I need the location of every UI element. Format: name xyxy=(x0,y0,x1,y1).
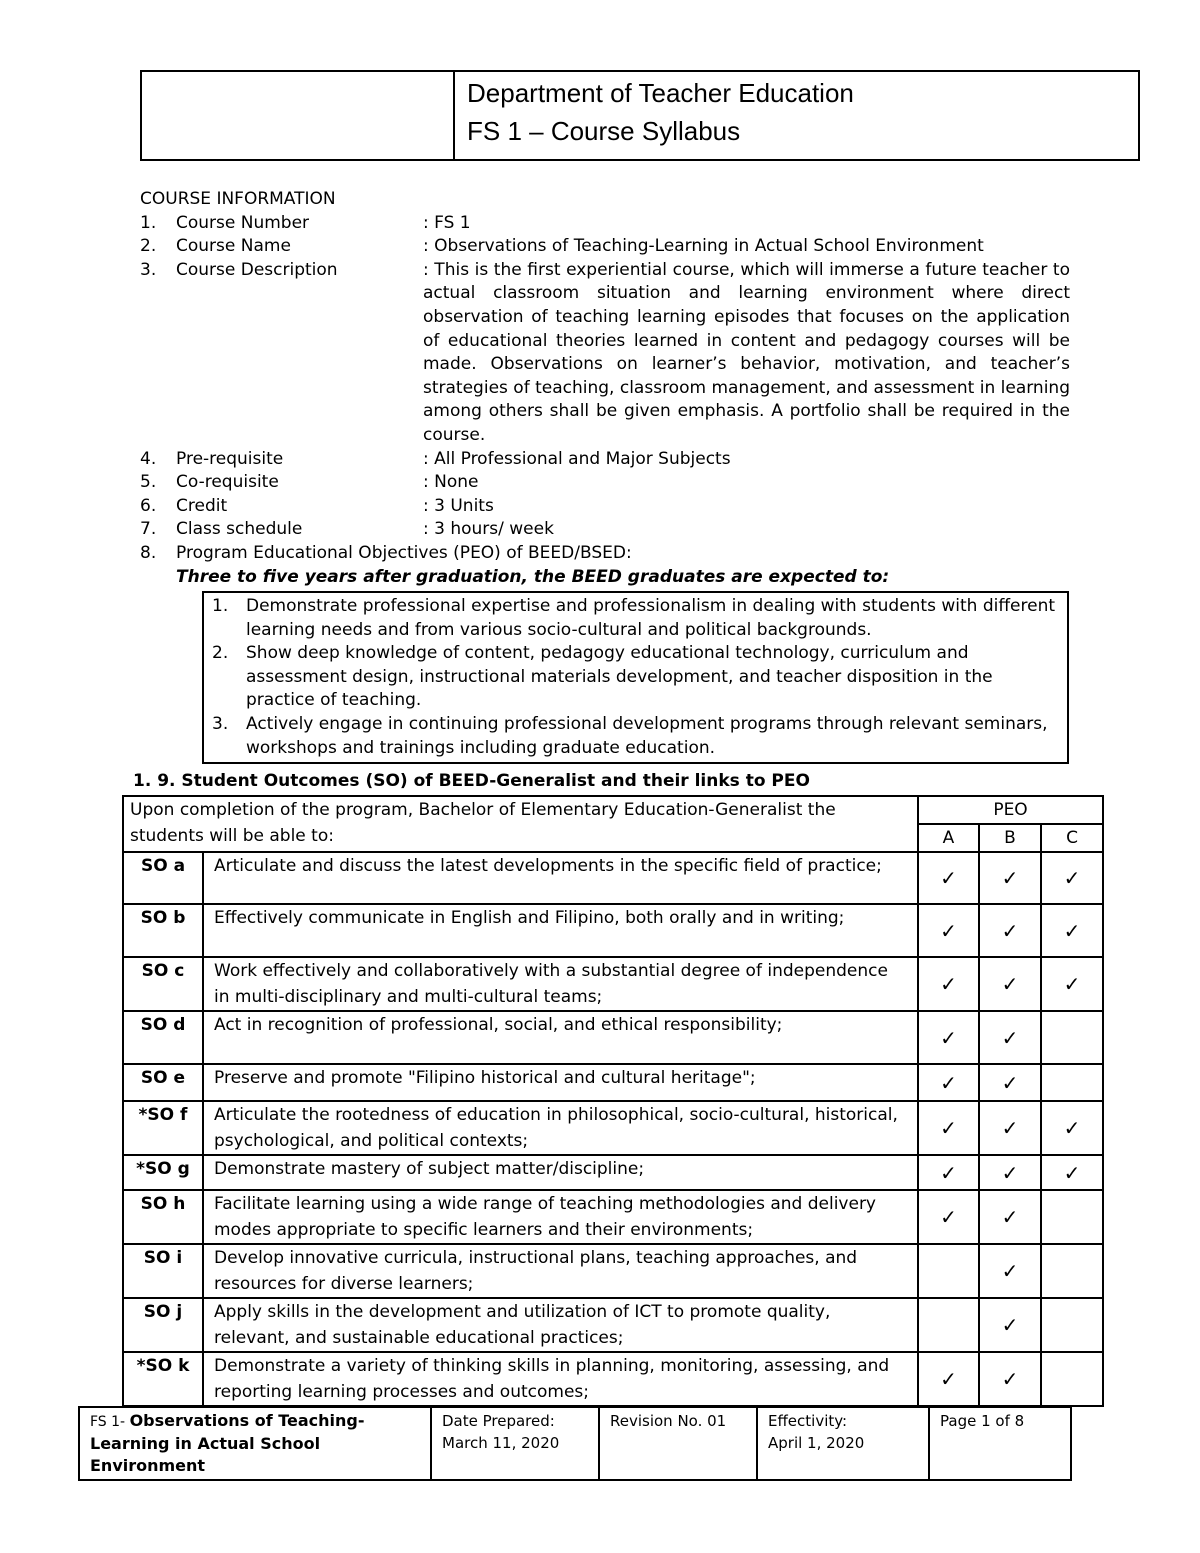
peo-b-check: ✓ xyxy=(979,1352,1041,1406)
info-row xyxy=(140,448,1070,472)
peo-c-check: ✓ xyxy=(1041,904,1103,957)
so-description: Work effectively and collaboratively with a substantial degree of independence in multi-disciplinary and multi-cultural teams; xyxy=(203,957,918,1011)
so-code: SO a xyxy=(123,852,203,904)
info-label: Pre-requisite xyxy=(176,448,284,469)
table-row xyxy=(123,1244,1103,1298)
so-description: Apply skills in the development and utilization of ICT to promote quality, relevant, and sustainable educational practices; xyxy=(203,1298,918,1352)
peo-header: PEO xyxy=(918,796,1103,824)
peo-a-check xyxy=(918,1298,979,1352)
so-table-header-row xyxy=(123,796,1103,824)
footer-course xyxy=(79,1407,431,1480)
table-row xyxy=(123,1352,1103,1406)
peo-item xyxy=(212,595,1059,642)
so-section-title: 1. 9. Student Outcomes (SO) of BEED-Generalist and their links to PEO xyxy=(133,771,810,791)
so-code: SO e xyxy=(123,1064,203,1101)
table-row xyxy=(123,904,1103,957)
footer-date xyxy=(431,1407,599,1480)
so-code: SO d xyxy=(123,1011,203,1064)
peo-a-check: ✓ xyxy=(918,1155,979,1190)
department-name: Department of Teacher Education xyxy=(467,78,854,108)
peo-c-check: ✓ xyxy=(1041,852,1103,904)
peo-b-check: ✓ xyxy=(979,1011,1041,1064)
peo-a-check: ✓ xyxy=(918,904,979,957)
info-row xyxy=(140,495,1070,519)
table-row xyxy=(123,1190,1103,1244)
info-list xyxy=(140,212,1070,542)
peo-c-check: ✓ xyxy=(1041,1101,1103,1155)
so-code: *SO k xyxy=(123,1352,203,1406)
peo-num: 1. xyxy=(212,596,229,617)
peo-c-check: ✓ xyxy=(1041,957,1103,1011)
info-label: Course Number xyxy=(176,212,310,233)
peo-a-check xyxy=(918,1244,979,1298)
peo-b-check: ✓ xyxy=(979,904,1041,957)
info-value: : Observations of Teaching-Learning in Actual School Environment xyxy=(423,236,984,257)
section-title: COURSE INFORMATION xyxy=(140,189,336,209)
header-title-cell xyxy=(455,72,854,159)
info-num: 7. xyxy=(140,519,157,540)
peo-a-check: ✓ xyxy=(918,1352,979,1406)
so-description: Articulate the rootedness of education in philosophical, socio-cultural, historical, psychological, and political contexts; xyxy=(203,1101,918,1155)
table-row xyxy=(123,1101,1103,1155)
so-code: SO i xyxy=(123,1244,203,1298)
info-num: 6. xyxy=(140,495,157,516)
so-description: Demonstrate mastery of subject matter/discipline; xyxy=(203,1155,918,1190)
info-row-peo xyxy=(140,542,1070,566)
info-num: 4. xyxy=(140,448,157,469)
peo-a-check: ✓ xyxy=(918,1011,979,1064)
info-row xyxy=(140,212,1070,236)
so-description: Effectively communicate in English and Filipino, both orally and in writing; xyxy=(203,904,918,957)
so-code: *SO g xyxy=(123,1155,203,1190)
peo-col-a: A xyxy=(918,824,979,852)
peo-a-check: ✓ xyxy=(918,1190,979,1244)
so-table xyxy=(122,795,1104,1407)
info-value: : 3 hours/ week xyxy=(423,519,554,540)
logo-cell xyxy=(142,72,455,159)
table-row xyxy=(123,1064,1103,1101)
footer-course-prefix: FS 1- xyxy=(90,1414,130,1430)
info-row xyxy=(140,259,1070,448)
peo-item xyxy=(212,713,1059,760)
peo-intro: Three to five years after graduation, the BEED graduates are expected to: xyxy=(176,566,890,587)
so-code: *SO f xyxy=(123,1101,203,1155)
info-label: Credit xyxy=(176,495,228,516)
peo-a-check: ✓ xyxy=(918,1064,979,1101)
peo-a-check: ✓ xyxy=(918,852,979,904)
peo-c-check xyxy=(1041,1064,1103,1101)
info-num: 3. xyxy=(140,259,157,280)
info-label: Class schedule xyxy=(176,519,303,540)
peo-list-box xyxy=(202,591,1069,764)
peo-c-check xyxy=(1041,1190,1103,1244)
peo-b-check: ✓ xyxy=(979,1064,1041,1101)
peo-b-check: ✓ xyxy=(979,1298,1041,1352)
peo-text: Show deep knowledge of content, pedagogy educational technology, curriculum and assessment design, instructional materials development, and teacher disposition in the practice of teaching. xyxy=(246,643,993,711)
peo-c-check xyxy=(1041,1352,1103,1406)
info-value: : This is the first experiential course, which will immerse a future teacher to actual classroom situation and learning environment where direct observation of teaching learning episodes that focuses on the application of educational theories learned in content and pedagogy courses will be made. Observations on learner’s behavior, motivation, and teacher’s strategies of teaching, classroom management, and assessment in learning among others shall be given emphasis. A portfolio shall be required in the course. xyxy=(423,259,1070,445)
course-information xyxy=(140,188,1070,764)
info-row xyxy=(140,471,1070,495)
info-num: 2. xyxy=(140,236,157,257)
table-row xyxy=(123,957,1103,1011)
info-label: Course Name xyxy=(176,236,291,257)
so-description: Articulate and discuss the latest developments in the specific field of practice; xyxy=(203,852,918,904)
peo-b-check: ✓ xyxy=(979,1155,1041,1190)
peo-c-check xyxy=(1041,1011,1103,1064)
table-row xyxy=(123,1298,1103,1352)
so-description: Develop innovative curricula, instructional plans, teaching approaches, and resources for diverse learners; xyxy=(203,1244,918,1298)
info-num: 1. xyxy=(140,212,157,233)
peo-a-check: ✓ xyxy=(918,1101,979,1155)
info-row xyxy=(140,518,1070,542)
table-row xyxy=(123,852,1103,904)
so-description: Facilitate learning using a wide range of teaching methodologies and delivery modes appropriate to specific learners and their environments; xyxy=(203,1190,918,1244)
peo-b-check: ✓ xyxy=(979,1190,1041,1244)
info-label: Co-requisite xyxy=(176,472,279,493)
so-code: SO h xyxy=(123,1190,203,1244)
peo-col-c: C xyxy=(1041,824,1103,852)
so-description: Demonstrate a variety of thinking skills in planning, monitoring, assessing, and reporting learning processes and outcomes; xyxy=(203,1352,918,1406)
peo-a-check: ✓ xyxy=(918,957,979,1011)
so-code: SO c xyxy=(123,957,203,1011)
info-label: Course Description xyxy=(176,259,338,280)
info-value: : FS 1 xyxy=(423,212,471,233)
so-code: SO b xyxy=(123,904,203,957)
info-num: 8. xyxy=(140,542,157,563)
document-header xyxy=(140,70,1140,161)
peo-b-check: ✓ xyxy=(979,1244,1041,1298)
peo-c-check xyxy=(1041,1244,1103,1298)
info-row xyxy=(140,235,1070,259)
document-title: FS 1 – Course Syllabus xyxy=(467,116,741,146)
footer-course-name: Observations of Teaching-Learning in Actual School Environment xyxy=(90,1411,365,1475)
document-footer xyxy=(78,1406,1072,1481)
peo-b-check: ✓ xyxy=(979,957,1041,1011)
peo-c-check xyxy=(1041,1298,1103,1352)
info-num: 5. xyxy=(140,472,157,493)
footer-page: Page 1 of 8 xyxy=(929,1407,1071,1480)
peo-b-check: ✓ xyxy=(979,1101,1041,1155)
so-code: SO j xyxy=(123,1298,203,1352)
table-row xyxy=(123,1155,1103,1190)
footer-date-label: Date Prepared: xyxy=(442,1412,555,1430)
so-description: Preserve and promote "Filipino historical and cultural heritage"; xyxy=(203,1064,918,1101)
peo-c-check: ✓ xyxy=(1041,1155,1103,1190)
footer-date-value: March 11, 2020 xyxy=(442,1434,560,1452)
footer-effectivity-value: April 1, 2020 xyxy=(768,1434,865,1452)
footer-revision: Revision No. 01 xyxy=(599,1407,757,1480)
so-table-body xyxy=(123,852,1103,1406)
peo-text: Demonstrate professional expertise and professionalism in dealing with students with different learning needs and from various socio-cultural and political backgrounds. xyxy=(246,596,1056,640)
peo-text: Actively engage in continuing professional development programs through relevant seminars, workshops and trainings including graduate education. xyxy=(246,714,1048,758)
peo-col-b: B xyxy=(979,824,1041,852)
table-row xyxy=(123,1011,1103,1064)
peo-item xyxy=(212,642,1059,713)
footer-effectivity-label: Effectivity: xyxy=(768,1412,848,1430)
info-label: Program Educational Objectives (PEO) of BEED/BSED: xyxy=(176,542,632,563)
peo-num: 3. xyxy=(212,714,229,735)
info-value: : All Professional and Major Subjects xyxy=(423,448,731,469)
peo-num: 2. xyxy=(212,643,229,664)
info-value: : 3 Units xyxy=(423,495,494,516)
info-value: : None xyxy=(423,472,479,493)
so-header-text: Upon completion of the program, Bachelor of Elementary Education-Generalist the students will be able to: xyxy=(123,796,918,852)
peo-b-check: ✓ xyxy=(979,852,1041,904)
footer-effectivity xyxy=(757,1407,929,1480)
so-description: Act in recognition of professional, social, and ethical responsibility; xyxy=(203,1011,918,1064)
